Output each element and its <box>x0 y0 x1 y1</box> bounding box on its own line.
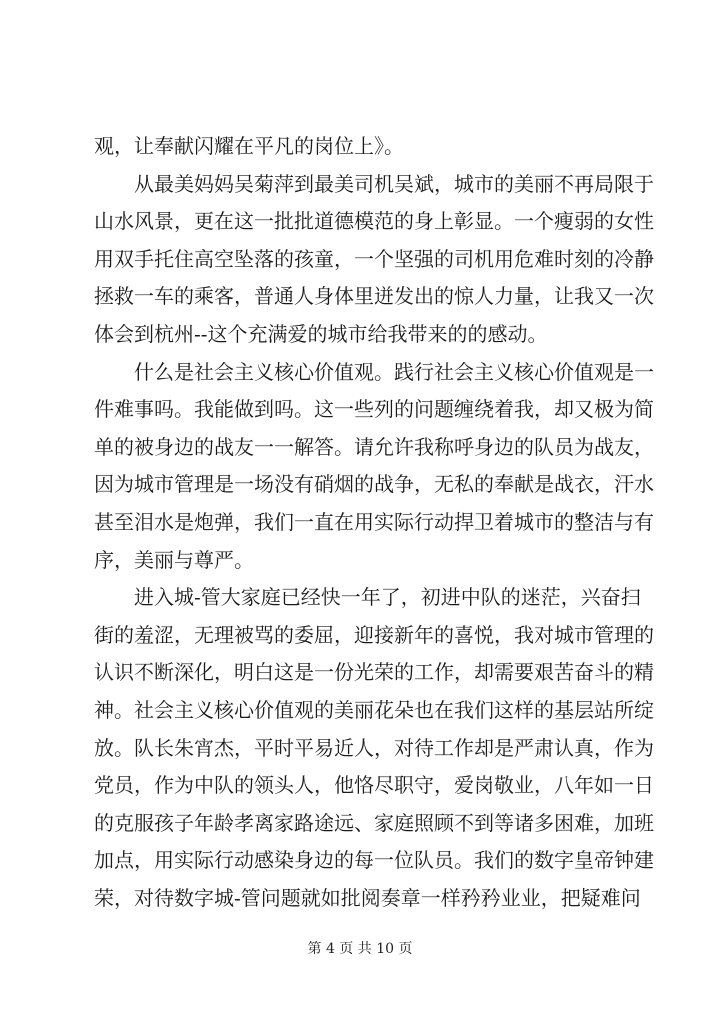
text-line: 因为城市管理是一场没有硝烟的战争，无私的奉献是战衣，汗水 <box>94 472 654 497</box>
text-line: 序，美丽与尊严。 <box>94 547 254 572</box>
text-line: 甚至泪水是炮弹，我们一直在用实际行动捍卫着城市的整洁与有 <box>94 509 654 534</box>
text-line: 进入城-管大家庭已经快一年了，初进中队的迷茫，兴奋扫 <box>94 585 641 610</box>
text-line: 从最美妈妈吴菊萍到最美司机吴斌，城市的美丽不再局限于 <box>94 171 654 196</box>
text-line: 荣，对待数字城-管问题就如批阅奏章一样矜矜业业，把疑难问 <box>94 885 641 910</box>
text-line: 认识不断深化，明白这是一份光荣的工作，却需要艰苦奋斗的精 <box>94 660 654 685</box>
text-line: 街的羞涩，无理被骂的委屈，迎接新年的喜悦，我对城市管理的 <box>94 622 654 647</box>
text-line: 用双手托住高空坠落的孩童，一个坚强的司机用危难时刻的冷静 <box>94 246 654 271</box>
text-line: 党员，作为中队的领头人，他恪尽职守，爱岗敬业，八年如一日 <box>94 773 654 798</box>
page-footer: 第 4 页 共 10 页 <box>307 941 413 957</box>
text-line: 神。社会主义核心价值观的美丽花朵也在我们这样的基层站所绽 <box>94 697 654 722</box>
text-line: 什么是社会主义核心价值观。践行社会主义核心价值观是一 <box>94 359 654 384</box>
text-line: 放。队长朱宵杰，平时平易近人，对待工作却是严肃认真，作为 <box>94 735 654 760</box>
text-line: 件难事吗。我能做到吗。这一些列的问题缠绕着我，却又极为简 <box>94 397 654 422</box>
text-line: 体会到杭州--这个充满爱的城市给我带来的的感动。 <box>94 321 548 346</box>
text-line: 加点，用实际行动感染身边的每一位队员。我们的数字皇帝钟建 <box>94 848 654 873</box>
text-line: 单的被身边的战友一一解答。请允许我称呼身边的队员为战友， <box>94 434 654 459</box>
text-line: 观，让奉献闪耀在平凡的岗位上》。 <box>94 134 404 158</box>
text-line: 的克服孩子年龄孝离家路途远、家庭照顾不到等诸多困难，加班 <box>94 810 654 835</box>
text-line: 山水风景，更在这一批批道德模范的身上彰显。一个瘦弱的女性 <box>94 209 654 234</box>
text-line: 拯救一车的乘客，普通人身体里迸发出的惊人力量，让我又一次 <box>94 284 654 309</box>
body-text <box>94 128 654 917</box>
